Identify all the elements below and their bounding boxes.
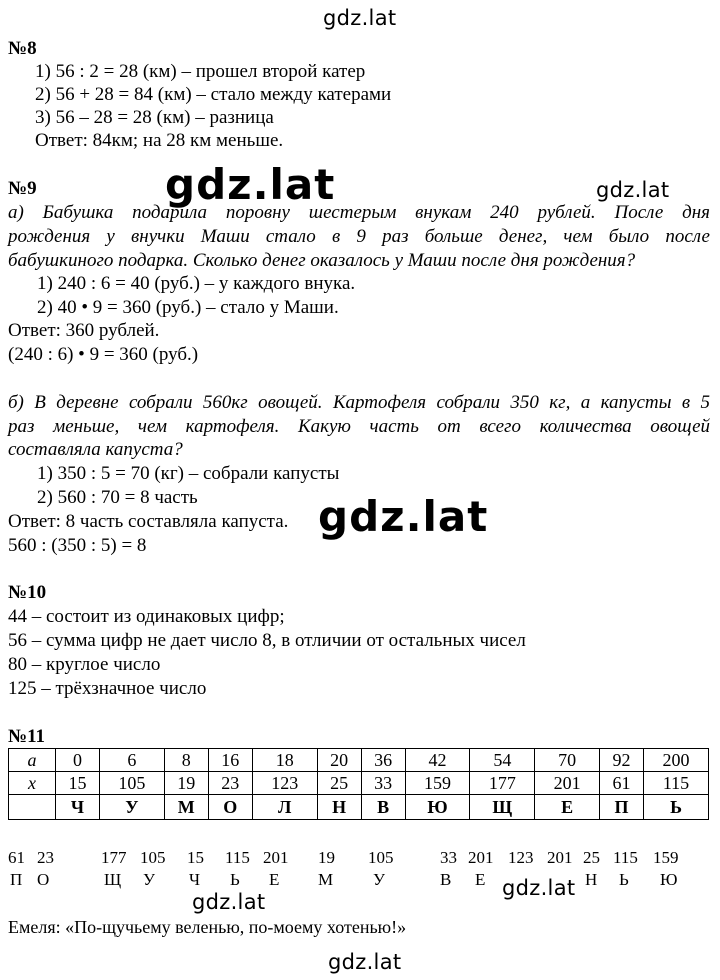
table-cell: Л: [252, 795, 317, 820]
table-cell: 177: [470, 772, 535, 795]
table-cell: В: [361, 795, 405, 820]
table-cell: 105: [99, 772, 164, 795]
row-label-a: a: [9, 749, 56, 772]
table-cell: Ю: [405, 795, 470, 820]
n10-line-1: 44 – состоит из одинаковых цифр;: [8, 606, 285, 627]
n9a-task-line-1: а) Бабушка подарила поровну шестерым внукам 240 рублей. После дня: [8, 202, 710, 223]
table-cell: Е: [535, 795, 600, 820]
n10-line-2: 56 – сумма цифр не дает число 8, в отличии от остальных чисел: [8, 630, 526, 651]
n9a-answer: Ответ: 360 рублей.: [8, 320, 160, 341]
decode-number: 123: [508, 848, 534, 867]
decode-number: 159: [653, 848, 679, 867]
n9a-task-line-2: рождения у внучки Маши стало в 9 раз больше денег, чем было после: [8, 226, 710, 247]
decode-number: 105: [140, 848, 166, 867]
table-cell: 54: [470, 749, 535, 772]
table-cell: 115: [644, 772, 709, 795]
table-cell: 18: [252, 749, 317, 772]
table-cell: Н: [317, 795, 361, 820]
decode-number: 23: [37, 848, 54, 867]
n9b-expression: 560 : (350 : 5) = 8: [8, 535, 147, 556]
decode-number: 19: [318, 848, 335, 867]
watermark-footer: gdz.lat: [328, 950, 402, 974]
decode-number: 115: [613, 848, 638, 867]
n8-answer: Ответ: 84км; на 28 км меньше.: [35, 130, 284, 151]
decode-number: 201: [547, 848, 573, 867]
n9a-expression: (240 : 6) • 9 = 360 (руб.): [8, 344, 199, 365]
table-cell: 15: [56, 772, 100, 795]
table-cell: 61: [600, 772, 644, 795]
table-cell: 200: [644, 749, 709, 772]
table-cell: 23: [208, 772, 252, 795]
heading-n10: №10: [8, 582, 47, 603]
decode-number: 115: [225, 848, 250, 867]
table-cell: 70: [535, 749, 600, 772]
table-cell: 201: [535, 772, 600, 795]
table-row-letters: [9, 795, 709, 820]
table-cell: У: [99, 795, 164, 820]
table-cell: 0: [56, 749, 100, 772]
n9a-task-line-3: бабушкиного подарка. Сколько денег оказалось у Маши после дня рождения?: [8, 250, 636, 271]
table-cell: Щ: [470, 795, 535, 820]
watermark-large-2: gdz.lat: [318, 492, 489, 541]
n9a-step-1: 1) 240 : 6 = 40 (руб.) – у каждого внука.: [37, 273, 356, 294]
heading-n8: №8: [8, 38, 37, 59]
watermark-bottom-right: gdz.lat: [502, 876, 576, 900]
decode-number: 201: [468, 848, 494, 867]
table-cell: 6: [99, 749, 164, 772]
table-cell: М: [164, 795, 208, 820]
decode-letter: У: [143, 870, 156, 889]
decode-letter: Ю: [660, 870, 678, 889]
heading-n11: №11: [8, 726, 46, 747]
n9b-task-line-2: раз меньше, чем картофеля. Какую часть от всего количества овощей: [8, 416, 710, 437]
n9b-task-line-1: б) В деревне собрали 560кг овощей. Картофеля собрали 350 кг, а капусты в 5: [8, 392, 710, 413]
decode-number: 33: [440, 848, 457, 867]
table-cell: Ч: [56, 795, 100, 820]
n9b-answer: Ответ: 8 часть составляла капуста.: [8, 511, 289, 532]
decode-number: 201: [263, 848, 289, 867]
table-cell: Ь: [644, 795, 709, 820]
decode-letter: П: [10, 870, 23, 889]
n8-line-3: 3) 56 – 28 = 28 (км) – разница: [35, 107, 274, 128]
n9b-step-1: 1) 350 : 5 = 70 (кг) – собрали капусты: [37, 463, 340, 484]
decode-letter: Н: [585, 870, 598, 889]
n9b-task-line-3: составляла капуста?: [8, 439, 183, 460]
watermark-right: gdz.lat: [596, 178, 670, 202]
n10-line-4: 125 – трёхзначное число: [8, 678, 207, 699]
n8-line-1: 1) 56 : 2 = 28 (км) – прошел второй катер: [35, 61, 366, 82]
row-label-x: x: [9, 772, 56, 795]
table-cell: 25: [317, 772, 361, 795]
decode-letter: Е: [475, 870, 486, 889]
table-cell-empty: [9, 795, 56, 820]
decode-letter: Щ: [104, 870, 122, 889]
table-cell: 42: [405, 749, 470, 772]
watermark-top: gdz.lat: [323, 6, 397, 30]
decode-letter: М: [318, 870, 334, 889]
decode-letter: У: [373, 870, 386, 889]
decode-number: 25: [583, 848, 600, 867]
heading-n9: №9: [8, 178, 37, 199]
table-cell: 20: [317, 749, 361, 772]
table-cell: П: [600, 795, 644, 820]
table-cell: 159: [405, 772, 470, 795]
decode-number: 15: [187, 848, 204, 867]
table-cell: 16: [208, 749, 252, 772]
table-row-x: [9, 772, 709, 795]
decode-letter: Е: [269, 870, 280, 889]
n9a-step-2: 2) 40 • 9 = 360 (руб.) – стало у Маши.: [37, 297, 339, 318]
n8-line-2: 2) 56 + 28 = 84 (км) – стало между катерами: [35, 84, 392, 105]
table-cell: 92: [600, 749, 644, 772]
n10-line-3: 80 – круглое число: [8, 654, 161, 675]
table-cell: 33: [361, 772, 405, 795]
n9b-step-2: 2) 560 : 70 = 8 часть: [37, 487, 198, 508]
table-cell: 19: [164, 772, 208, 795]
table-cell: 8: [164, 749, 208, 772]
decode-letter: Ь: [230, 870, 240, 889]
watermark-large-1: gdz.lat: [165, 160, 336, 209]
table-cell: 123: [252, 772, 317, 795]
decode-number: 177: [101, 848, 127, 867]
decode-letter: О: [37, 870, 50, 889]
decode-letter: В: [440, 870, 452, 889]
value-table: [8, 748, 709, 820]
decode-letter: Ь: [619, 870, 629, 889]
decode-number: 105: [368, 848, 394, 867]
table-row-a: [9, 749, 709, 772]
table-cell: О: [208, 795, 252, 820]
table-cell: 36: [361, 749, 405, 772]
decode-letter: Ч: [189, 870, 201, 889]
decode-number: 61: [8, 848, 25, 867]
n11-quote: Емеля: «По-щучьему веленью, по-моему хотенью!»: [8, 917, 407, 937]
watermark-bottom-left: gdz.lat: [192, 890, 266, 914]
